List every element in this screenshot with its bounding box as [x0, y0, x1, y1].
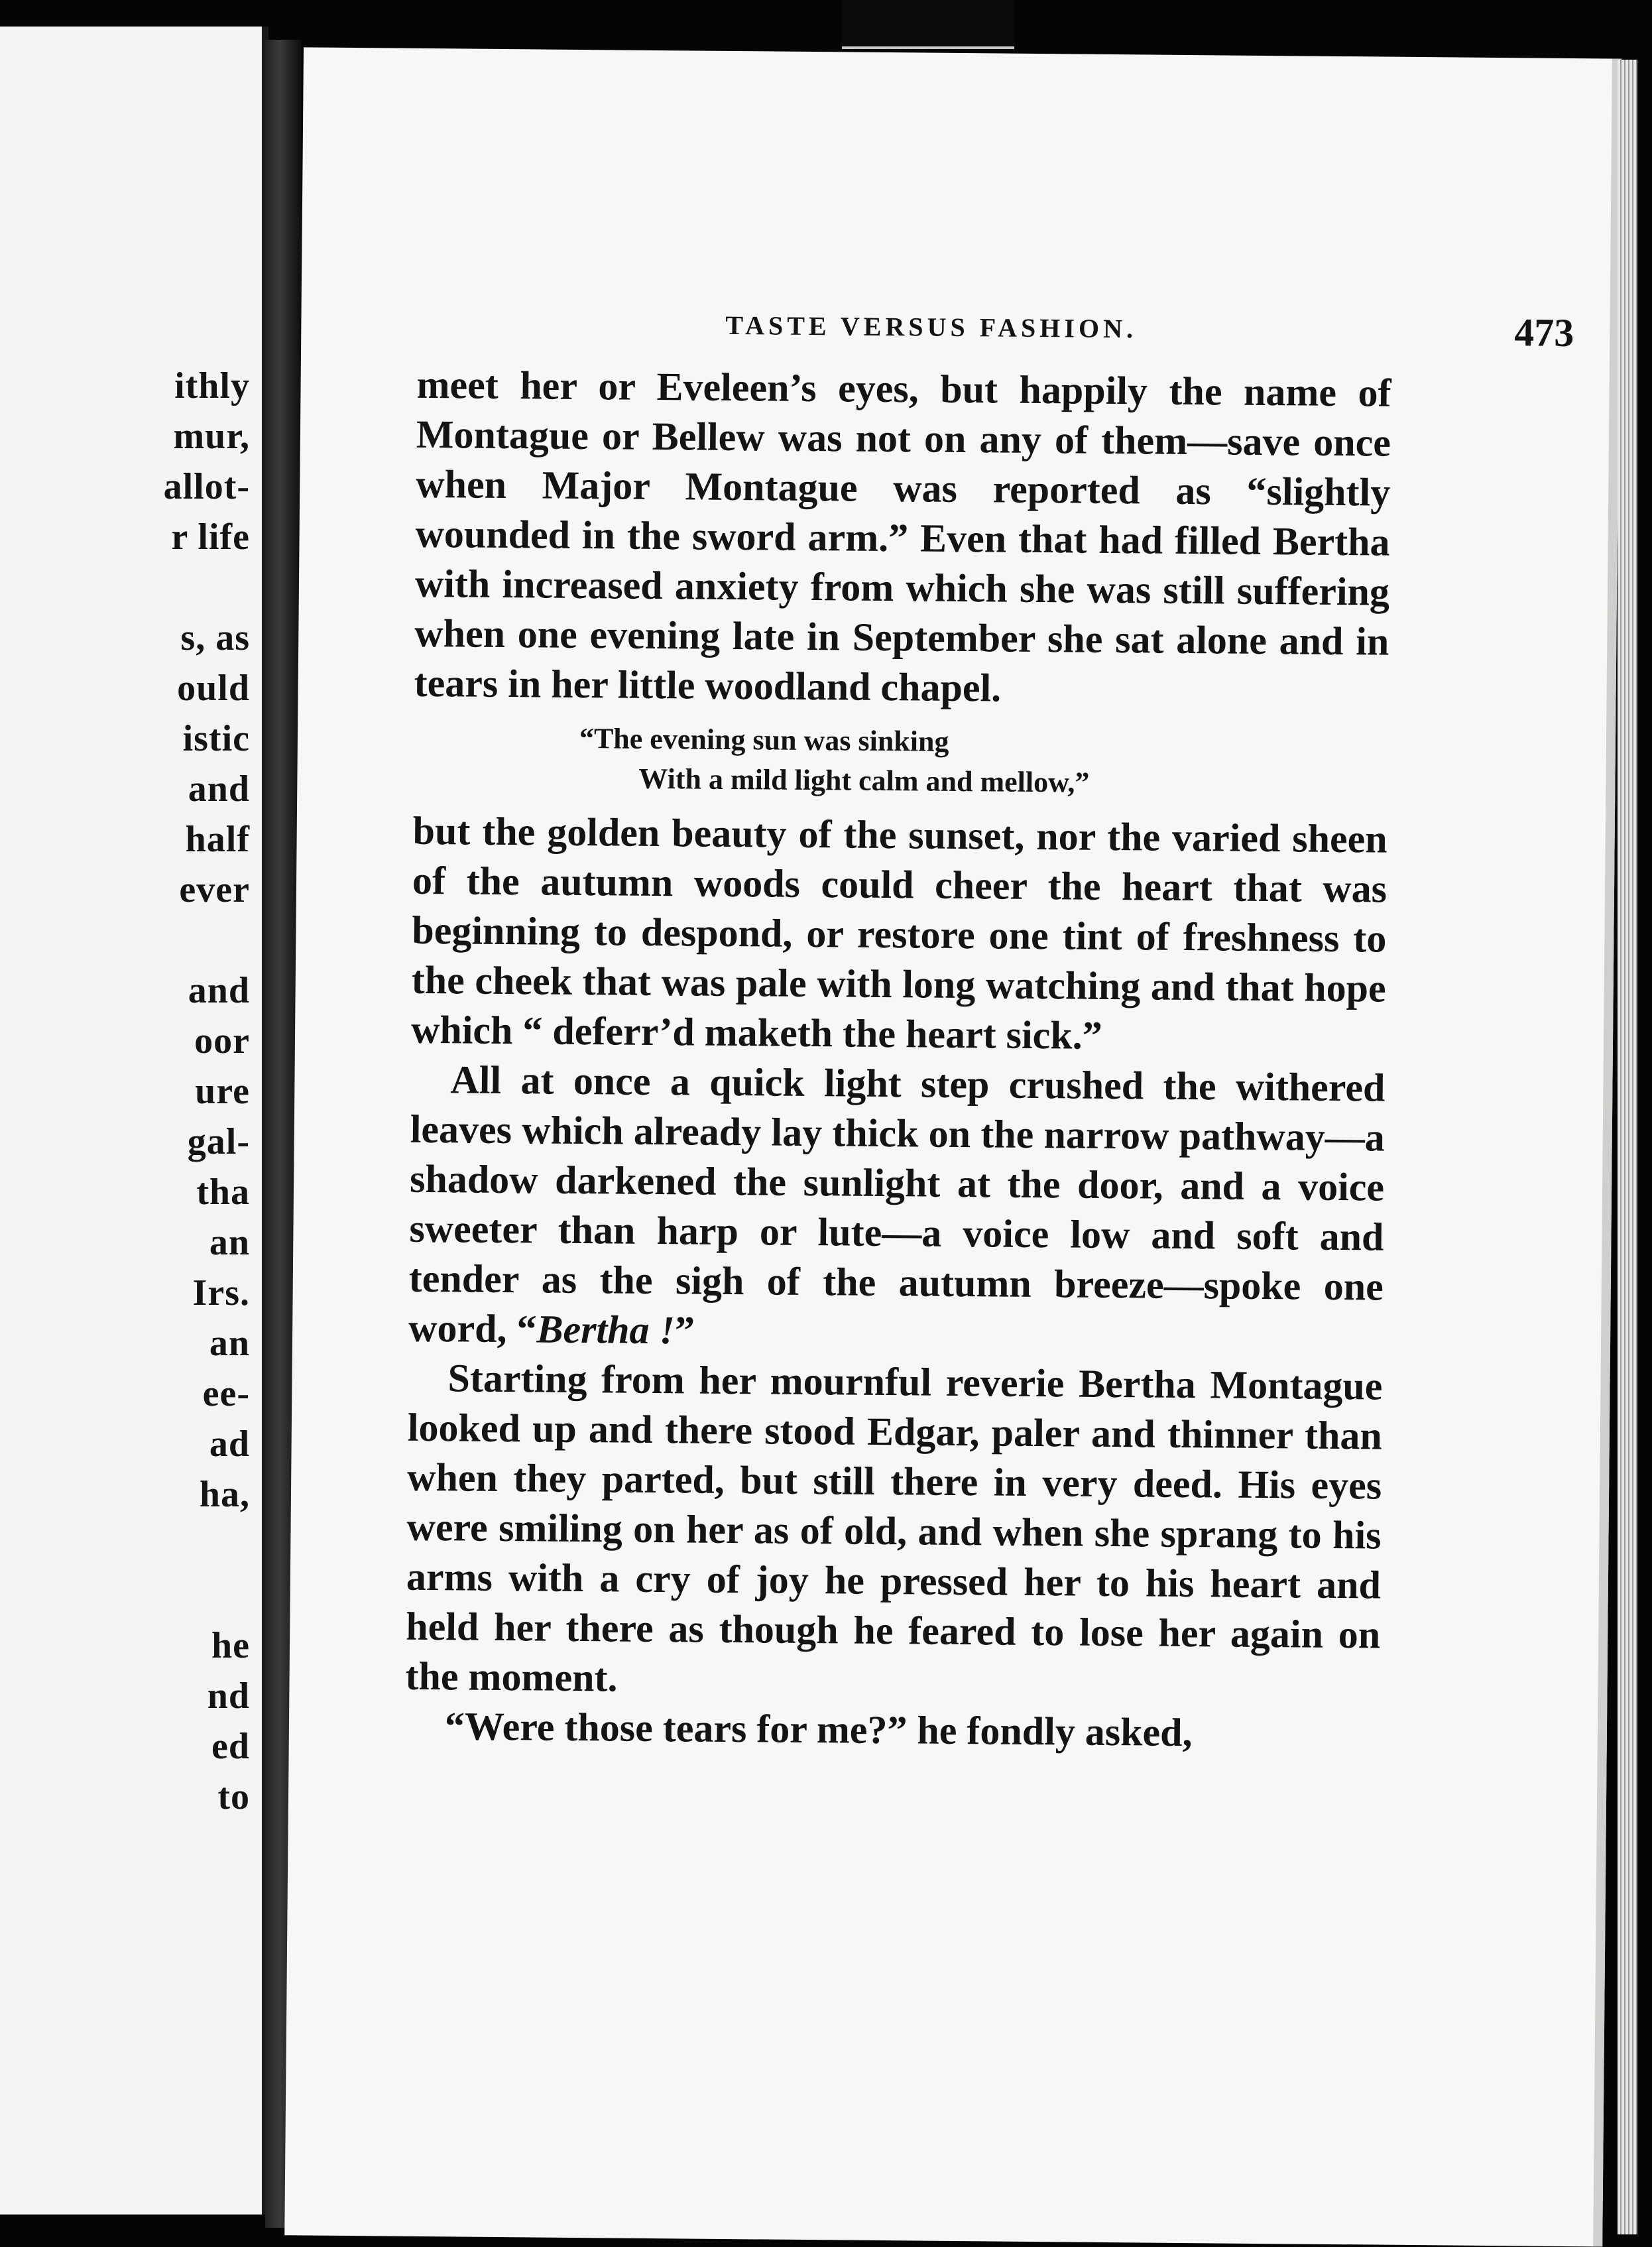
facing-page-fragment: and [188, 970, 250, 1011]
paragraph-3 [408, 1055, 1386, 1362]
verse-line-1: “The evening sun was sinking [579, 721, 949, 758]
paragraph-3-end: ” [674, 1308, 695, 1353]
facing-page-fragment: istic [182, 718, 250, 759]
facing-page-fragment: s, as [180, 617, 250, 658]
facing-page-fragment: an [209, 1323, 250, 1364]
facing-page-fragment: ould [177, 668, 250, 709]
facing-page-fragment: ure [195, 1071, 250, 1112]
facing-page-fragment: gal- [187, 1121, 250, 1162]
facing-page [0, 27, 268, 2215]
text-block [405, 360, 1391, 1760]
torn-paper-mark [842, 0, 1014, 49]
facing-page-fragment: nd [207, 1675, 250, 1717]
paragraph-2: but the golden beauty of the sunset, nor the varied sheen of the autumn woods could cheer the heart that was beginning to despond, or restore one tint of freshness to the cheek that was pale with long watching and that hope which “ deferr’d maketh the heart sick.” [410, 808, 1387, 1058]
facing-page-fragment: mur, [173, 416, 250, 457]
facing-page-fragment: Irs. [192, 1272, 250, 1313]
paragraph-3-italic: Bertha ! [536, 1307, 676, 1353]
paragraph-1: meet her or Eveleen’s eyes, but happily the name of Montague or Bellew was not on any of them—save once when Major Montague was reported as “slightly wounded in the sword arm.” Even that had filled Bertha with increased anxiety from which she was still suffering when one evening late in September she sat alone and in tears in her little woodland chapel. [414, 362, 1391, 710]
facing-page-fragment: an [209, 1222, 250, 1263]
paragraph-5: “Were those tears for me?” he fondly asked, [444, 1704, 1193, 1755]
page-number: 473 [1514, 310, 1574, 355]
facing-page-fragment: ee- [202, 1373, 250, 1414]
facing-page-fragment: r life [171, 516, 250, 558]
facing-page-text [0, 27, 262, 2215]
facing-page-fragment: he [211, 1625, 250, 1666]
paragraph-3-text: All at once a quick light step crushed the withered leaves which already lay thick on the narrow pathway—a shadow darkened the sunlight at the door, and a voice sweeter than harp or lute—a voice low and soft and tender as the sigh of the autumn breeze—spoke one word, “ [408, 1058, 1386, 1351]
facing-page-fragment: tha [196, 1172, 250, 1213]
running-head: TASTE VERSUS FASHION. [725, 310, 1138, 344]
facing-page-fragment: to [217, 1776, 250, 1817]
facing-page-fragment: half [185, 819, 250, 860]
facing-page-fragment: oor [194, 1020, 250, 1062]
verse-line-2: With a mild light calm and mellow,” [638, 762, 1090, 799]
facing-page-fragment: ed [211, 1726, 250, 1767]
facing-page-fragment: and [188, 768, 250, 810]
verse-quote [579, 719, 1388, 806]
page-header [725, 303, 1588, 363]
facing-page-fragment: ithly [174, 365, 250, 406]
book-page [284, 47, 1622, 2246]
paragraph-4: Starting from her mournful reverie Bertha Montague looked up and there stood Edgar, paler and thinner than when they parted, but still there in very deed. His eyes were smiling on her as of old, and when she sprang to his arms with a cry of joy he pressed her to his heart and held her there as though he feared to lose her again on the moment. [405, 1356, 1383, 1700]
facing-page-fragment: ha, [199, 1474, 250, 1515]
facing-page-fragment: ad [209, 1424, 250, 1465]
facing-page-fragment: allot- [163, 466, 250, 507]
facing-page-fragment: ever [179, 869, 250, 910]
page-edge [1618, 60, 1637, 2234]
